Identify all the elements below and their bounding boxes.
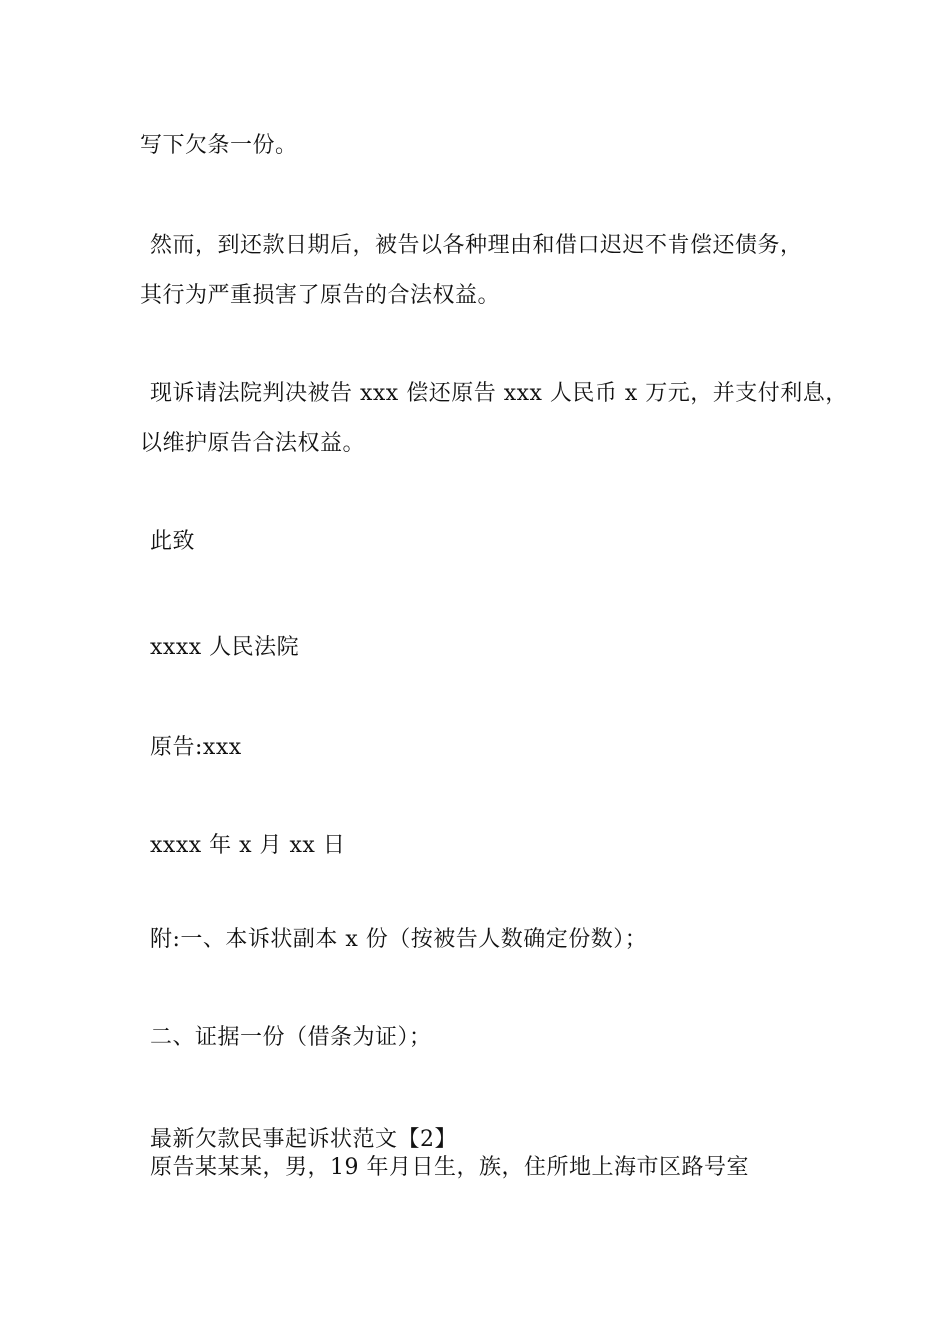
court-name: xxxx 人民法院 (150, 635, 300, 660)
attachment-line: 附:一、本诉状副本 x 份（按被告人数确定份数）； (150, 927, 648, 952)
paragraph-line: 以维护原告合法权益。 (140, 431, 366, 456)
paragraph-line: 原告某某某，男，19 年月日生，族，住所地上海市区路号室 (150, 1155, 749, 1180)
plaintiff-line: 原告:xxx (150, 735, 242, 760)
paragraph-line: 其行为严重损害了原告的合法权益。 (140, 283, 501, 308)
salutation: 此致 (150, 529, 196, 554)
attachment-line: 二、证据一份（借条为证）； (150, 1025, 432, 1050)
paragraph-line: 然而，到还款日期后，被告以各种理由和借口迟迟不肯偿还债务， (150, 233, 803, 258)
paragraph-line: 写下欠条一份。 (140, 133, 298, 158)
section-title: 最新欠款民事起诉状范文【2】 (150, 1127, 457, 1152)
paragraph-line: 现诉请法院判决被告 xxx 偿还原告 xxx 人民币 x 万元，并支付利息， (150, 381, 848, 406)
date-line: xxxx 年 x 月 xx 日 (150, 833, 346, 858)
